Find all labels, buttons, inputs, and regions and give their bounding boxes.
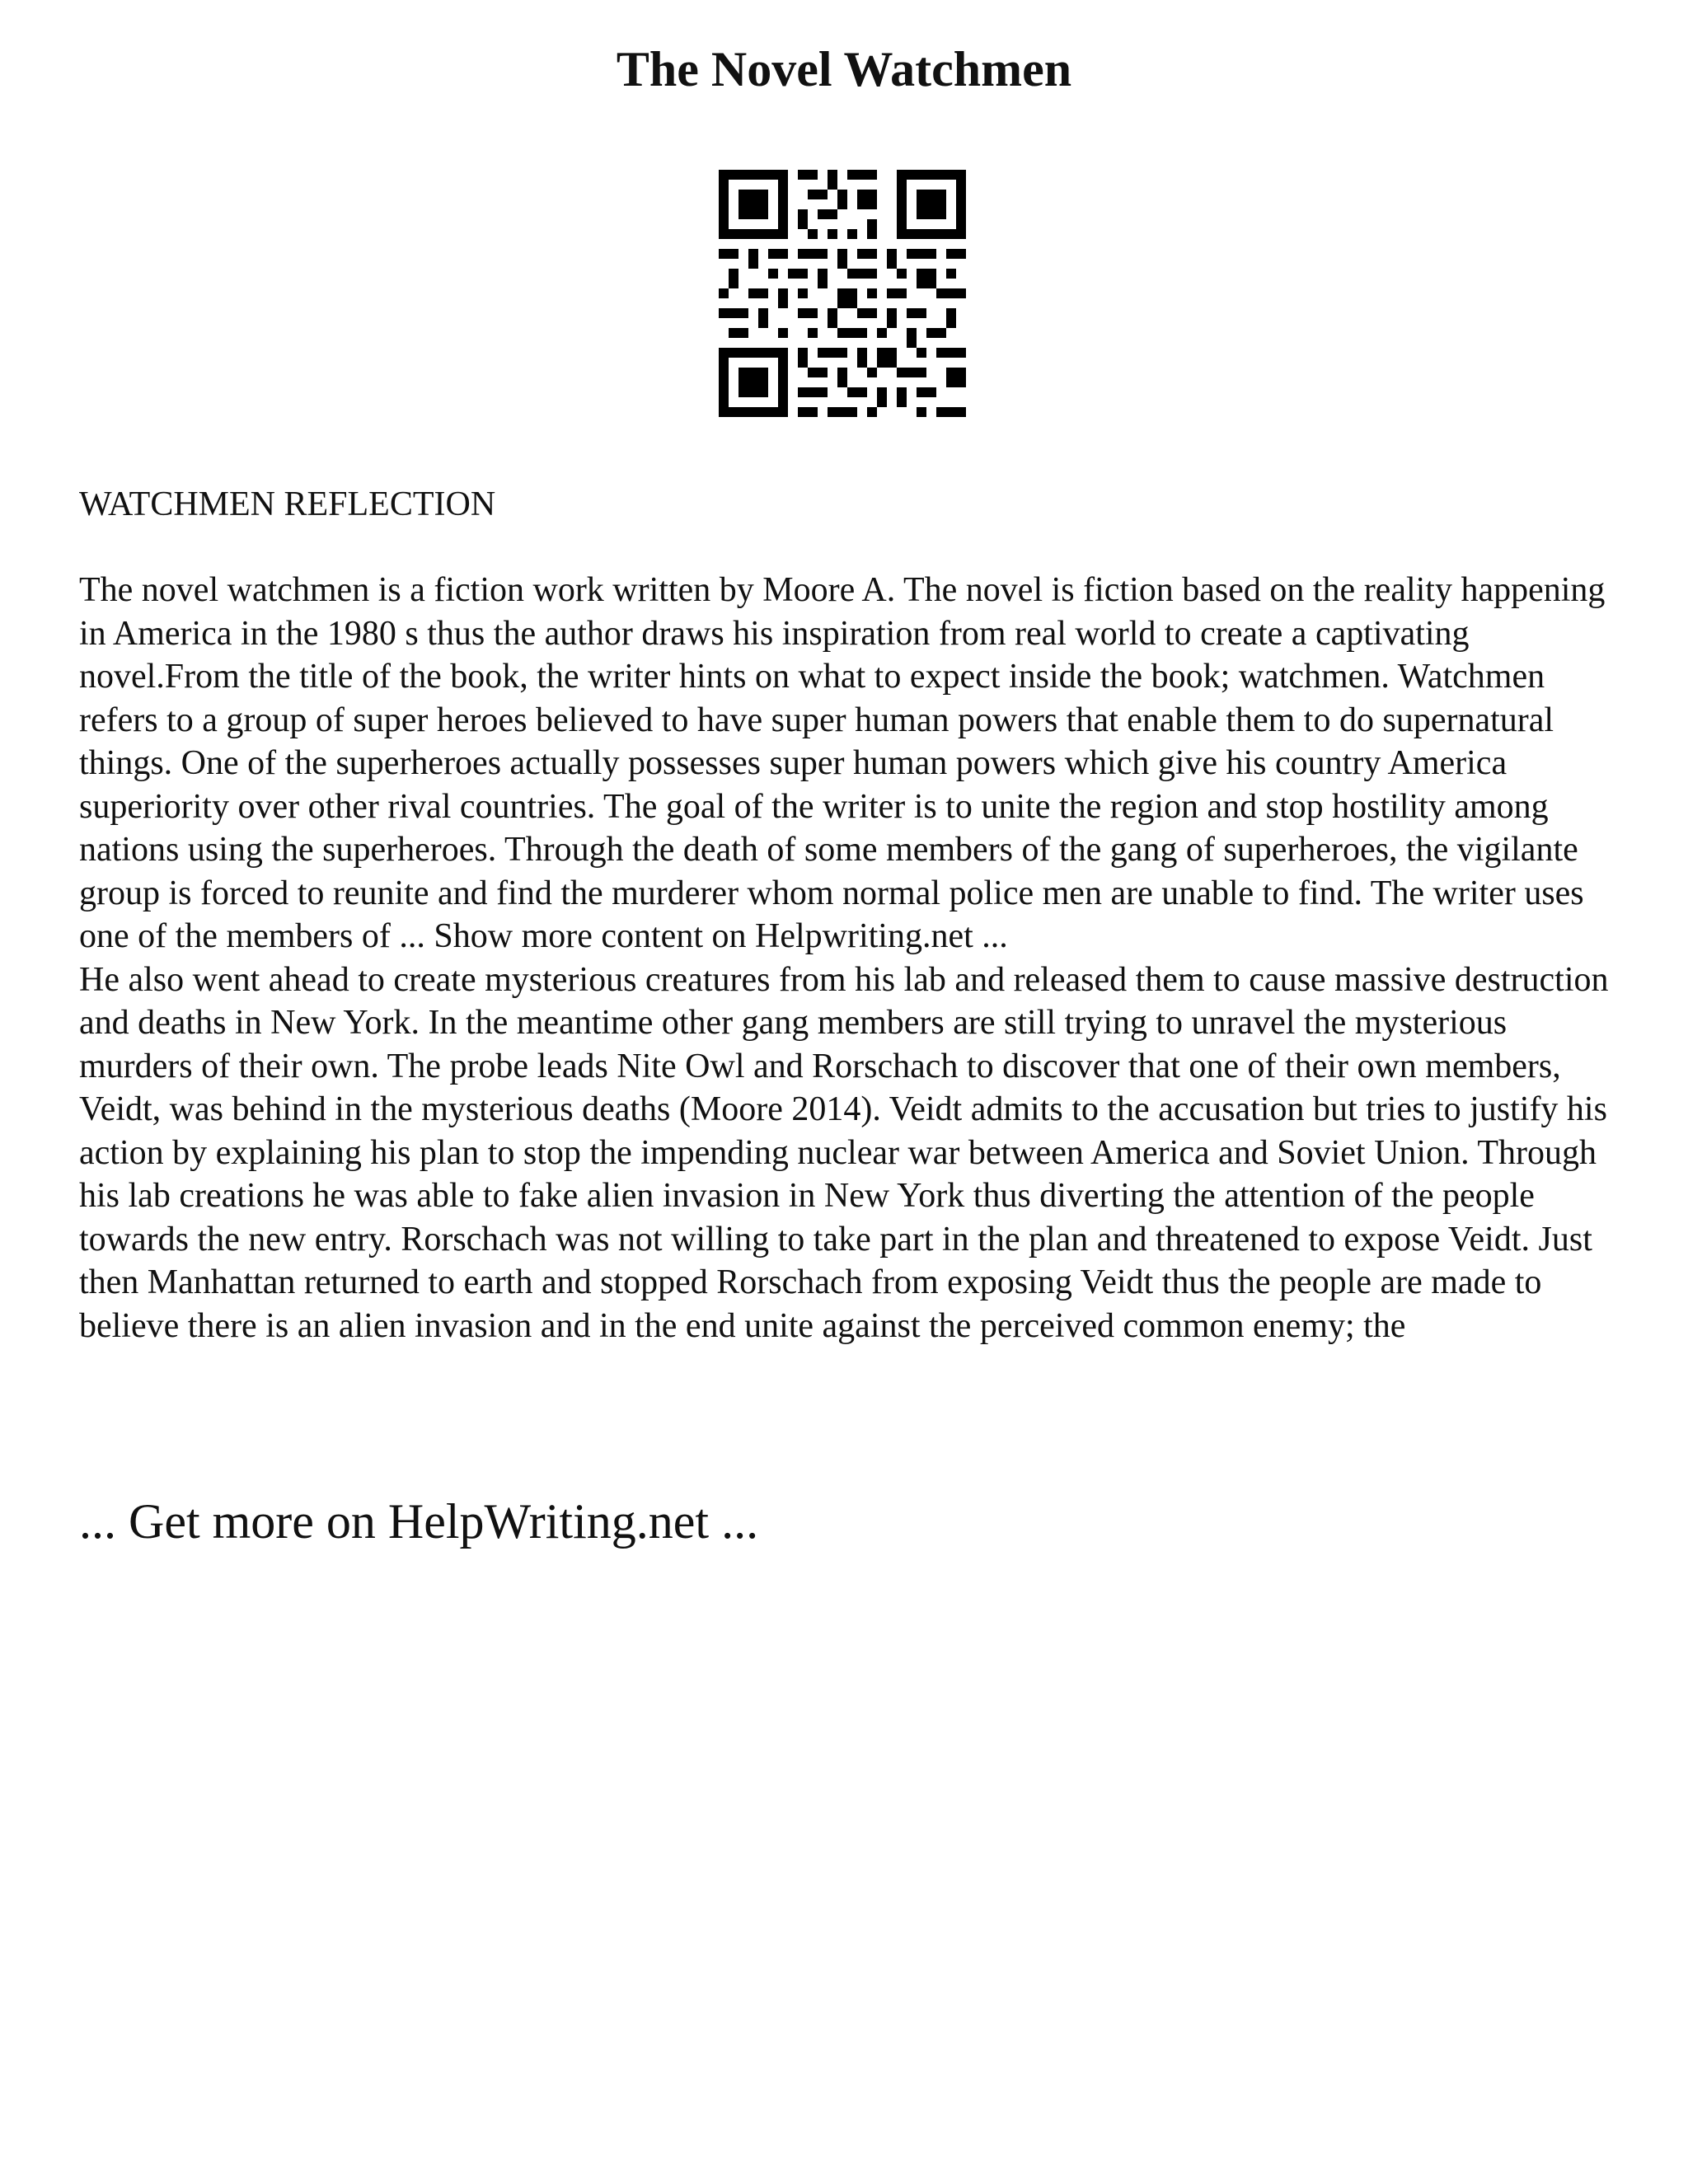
body-text [79, 569, 1629, 1347]
paragraph: He also went ahead to create mysterious creatures from his lab and released them to cause massive destruction and deaths in New York. In the meantime other gang members are still trying to unravel the mysterious murders of their own. The probe leads Nite Owl and Rorschach to discover that one of their own members, Veidt, was behind in the mysterious deaths (Moore 2014). Veidt admits to the accusation but tries to justify his action by explaining his plan to stop the impending nuclear war between America and Soviet Union. Through his lab creations he was able to fake alien invasion in New York thus diverting the attention of the people towards the new entry. Rorschach was not willing to take part in the plan and threatened to expose Veidt. Just then Manhattan returned to earth and stopped Rorschach from exposing Veidt thus the people are made to believe there is an alien invasion and in the end unite against the perceived common enemy; the [79, 960, 1609, 1345]
paragraph: The novel watchmen is a fiction work written by Moore A. The novel is fiction based on the reality happening in America in the 1980 s thus the author draws his inspiration from real world to create a captivating novel.From the title of the book, the writer hints on what to expect inside the book; watchmen. Watchmen refers to a group of super heroes believed to have super human powers that enable them to do supernatural things. One of the superheroes actually possesses super human powers which give his country America superiority over other rival countries. The goal of the writer is to unite the region and stop hostility among nations using the superheroes. Through the death of some members of the gang of superheroes, the vigilante group is forced to reunite and find the murderer whom normal police men are unable to find. The writer uses one of the members of ... Show more content on Helpwriting.net ... [79, 571, 1606, 955]
page-title: The Novel Watchmen [616, 42, 1072, 96]
section-heading: WATCHMEN REFLECTION [79, 485, 496, 523]
qr-code-icon [719, 170, 966, 417]
get-more-link[interactable]: ... Get more on HelpWriting.net ... [79, 1494, 759, 1549]
